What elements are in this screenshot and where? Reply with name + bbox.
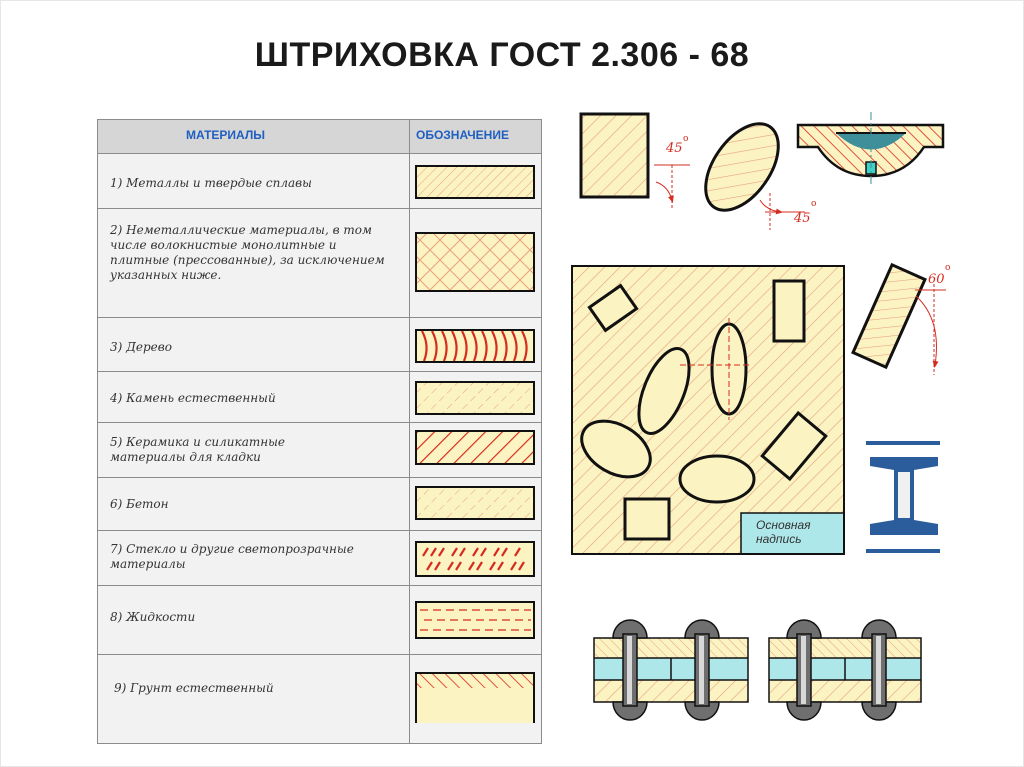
swatch-metal xyxy=(416,166,534,198)
angle-label: 60 xyxy=(928,272,945,287)
swatch-nonmetal xyxy=(416,233,534,291)
swatch-soil xyxy=(416,673,534,723)
row-label: 3) Дерево xyxy=(110,340,172,354)
swatch-wood xyxy=(416,330,534,362)
angle-label: 45 xyxy=(666,141,683,156)
header-materials: МАТЕРИАЛЫ xyxy=(186,128,266,142)
lens-section-drawing xyxy=(798,112,943,186)
rivet-joint-right xyxy=(769,620,921,720)
title-block-line1: Основная xyxy=(756,518,811,532)
large-section-drawing xyxy=(572,266,844,554)
hatched-square-drawing xyxy=(581,114,690,210)
degree-mark: o xyxy=(811,199,817,209)
row-label: 5) Керамика и силикатные материалы для кладки xyxy=(110,435,286,464)
swatch-ceramic xyxy=(416,431,534,464)
page-title: ШТРИХОВКА ГОСТ 2.306 - 68 xyxy=(254,36,750,74)
row-label: 6) Бетон xyxy=(110,497,169,511)
angle-label: 45 xyxy=(794,211,811,226)
swatch-stone xyxy=(416,382,534,414)
degree-mark: o xyxy=(683,134,689,144)
header-designation: ОБОЗНАЧЕНИЕ xyxy=(416,128,509,142)
i-beam-drawing xyxy=(866,441,940,553)
row-label: 4) Камень естественный xyxy=(110,391,276,405)
swatch-glass xyxy=(416,542,534,576)
rivet-joint-left xyxy=(594,620,748,720)
swatch-concrete xyxy=(416,487,534,519)
row-label: 2) Неметаллические материалы, в том числе волокнистые монолитные и плитные (прессованные), за исключением указанных ниже. xyxy=(110,223,385,282)
degree-mark: o xyxy=(945,263,951,273)
row-label: 7) Стекло и другие светопрозрачные материалы xyxy=(110,542,354,571)
swatch-liquid xyxy=(416,602,534,638)
tilted-rect-drawing xyxy=(853,263,950,375)
title-block-line2: надпись xyxy=(756,532,802,546)
row-label: 9) Грунт естественный xyxy=(114,681,274,695)
row-label: 1) Металлы и твердые сплавы xyxy=(110,176,312,190)
row-label: 8) Жидкости xyxy=(110,610,196,624)
